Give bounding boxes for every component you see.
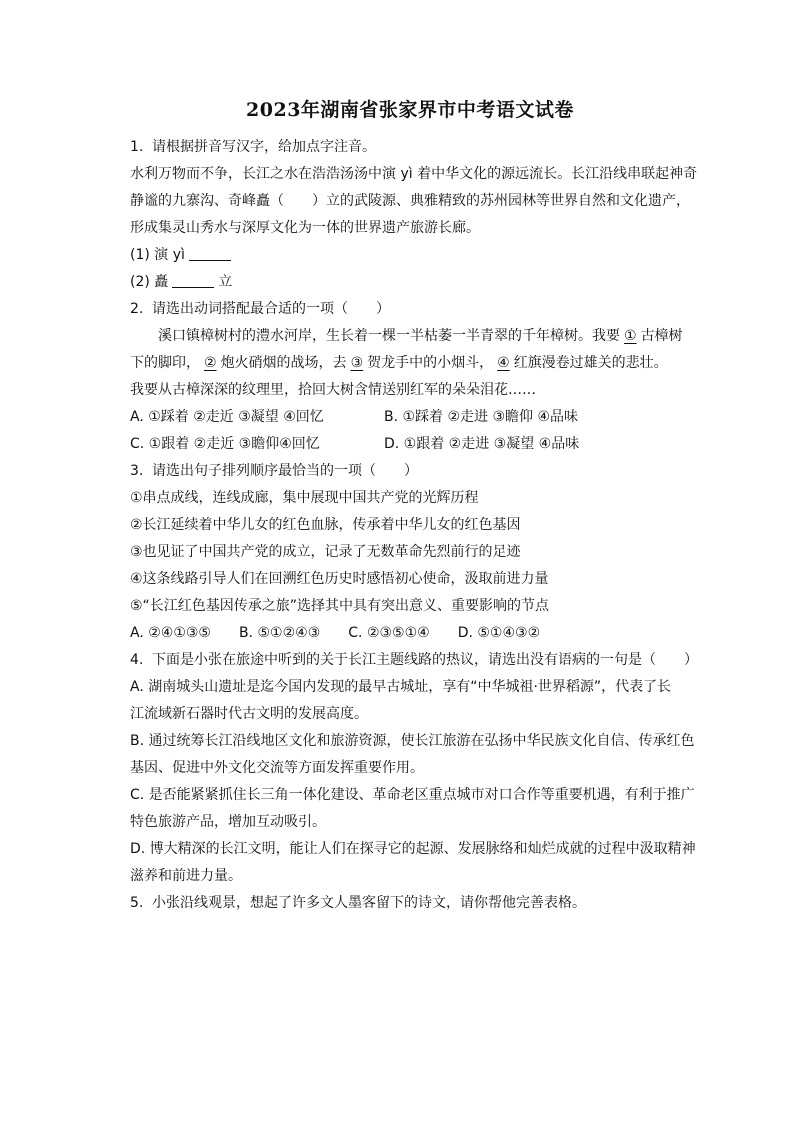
blank-marker-2: ② <box>204 355 217 371</box>
question-number: 5. <box>130 895 144 911</box>
option-a[interactable]: A. 湖南城头山遗址是迄今国内发现的最早古城址，享有“中华城祖·世界稻源”，代表了长 <box>130 679 672 695</box>
option-c[interactable]: C. 是否能紧紧抓住长三角一体化建设、革命老区重点城市对口合作等重要机遇，有利于推广 <box>130 787 695 803</box>
option-b[interactable]: B. 通过统筹长江沿线地区文化和旅游资源，使长江旅游在弘扬中华民族文化自信、传承红色 <box>130 733 695 749</box>
fill-blank-1 <box>130 242 690 269</box>
sentence-item: ①串点成线，连线成廊，集中展现中国共产党的光辉历程 <box>130 490 479 506</box>
option-a[interactable]: A. ②④①③⑤ <box>130 625 211 641</box>
option-b[interactable]: B. ⑤①②④③ <box>239 625 321 641</box>
passage-text: 下的脚印， <box>130 355 200 371</box>
option-d-continued: 滋养和前进力量。 <box>130 868 242 884</box>
passage-line <box>130 323 690 350</box>
question-stem <box>130 296 690 323</box>
passage-line: 水利万物而不争，长江之水在浩浩汤汤中演 yì 着中华文化的源远流长。长江沿线串联起神奇 <box>130 166 698 182</box>
option-c[interactable]: C. ①跟着 ②走近 ③瞻仰④回忆 <box>130 436 320 452</box>
sentence-item: ⑤“长江红色基因传承之旅”选择其中具有突出意义、重要影响的节点 <box>130 598 550 614</box>
question-1 <box>130 134 698 296</box>
answer-blank[interactable] <box>189 246 231 261</box>
option-b[interactable]: B. ①踩着 ②走进 ③瞻仰 ④品味 <box>384 409 579 425</box>
blank-marker-3: ③ <box>350 355 364 371</box>
question-text: 下面是小张在旅途中听到的关于长江主题线路的热议，请选出没有语病的一句是（ ） <box>152 652 698 668</box>
answer-blank[interactable] <box>172 273 214 288</box>
question-number: 3. <box>130 463 144 479</box>
blank-label: (1) 演 yì <box>130 247 185 263</box>
sentence-item: ④这条线路引导人们在回溯红色历史时感悟初心使命，汲取前进力量 <box>130 571 549 587</box>
options-row <box>130 431 690 458</box>
question-2 <box>130 296 690 458</box>
blank-marker-1: ① <box>624 328 637 344</box>
question-number: 1. <box>130 139 144 155</box>
option-c[interactable]: C. ②③⑤①④ <box>348 625 430 641</box>
passage-line: 形成集灵山秀水与深厚文化为一体的世界遗产旅游长廊。 <box>130 220 480 236</box>
question-text: 请选出句子排列顺序最恰当的一项（ ） <box>152 463 418 479</box>
fill-blank-2 <box>130 269 690 296</box>
option-a[interactable]: A. ①踩着 ②走近 ③凝望 ④回忆 <box>130 409 324 425</box>
blank-suffix: 立 <box>218 274 233 290</box>
option-c-continued: 特色旅游产品，增加互动吸引。 <box>130 814 326 830</box>
question-stem <box>130 134 690 161</box>
passage-text: 溪口镇樟树村的澧水河岸，生长着一棵一半枯萎一半青翠的千年樟树。我要 <box>158 328 620 344</box>
question-5 <box>130 890 690 917</box>
sentence-item: ②长江延续着中华儿女的红色血脉，传承着中华儿女的红色基因 <box>130 517 521 533</box>
blank-marker-4: ④ <box>497 355 510 371</box>
passage-text: 红旗漫卷过雄关的悲壮。 <box>513 355 668 371</box>
question-text: 小张沿线观景，想起了许多文人墨客留下的诗文，请你帮他完善表格。 <box>152 895 586 911</box>
passage-text: 贺龙手中的小烟斗， <box>367 355 494 371</box>
options-row <box>130 404 690 431</box>
option-a-continued: 江流域新石器时代古文明的发展高度。 <box>130 706 368 722</box>
passage-text: 古樟树 <box>640 328 683 344</box>
sentence-item: ③也见证了中国共产党的成立，记录了无数革命先烈前行的足迹 <box>130 544 521 560</box>
question-stem <box>130 890 690 917</box>
question-text: 请选出动词搭配最合适的一项（ ） <box>152 301 390 317</box>
question-text: 请根据拼音写汉字，给加点字注音。 <box>152 139 376 155</box>
question-number: 2. <box>130 301 144 317</box>
passage-line: 静谧的九寨沟、奇峰矗（ ）立的武陵源、典雅精致的苏州园林等世界自然和文化遗产， <box>130 193 690 209</box>
options-row <box>130 620 690 647</box>
blank-label: (2) 矗 <box>130 274 169 290</box>
option-d[interactable]: D. ⑤①④③② <box>457 625 541 641</box>
passage-line <box>130 350 690 377</box>
option-d[interactable]: D. 博大精深的长江文明，能让人们在探寻它的起源、发展脉络和灿烂成就的过程中汲取精神 <box>130 841 696 857</box>
question-3 <box>130 458 690 647</box>
question-stem <box>130 647 698 674</box>
question-stem <box>130 458 690 485</box>
option-d[interactable]: D. ①跟着 ②走进 ③凝望 ④品味 <box>384 436 580 452</box>
passage-text: 炮火硝烟的战场，去 <box>220 355 347 371</box>
question-4 <box>130 647 698 890</box>
page-title: 2023年湖南省张家界市中考语文试卷 <box>246 99 574 121</box>
passage-line: 我要从古樟深深的纹理里，拾回大树含情送别红军的朵朵泪花…… <box>130 382 536 398</box>
option-b-continued: 基因、促进中外文化交流等方面发挥重要作用。 <box>130 760 424 776</box>
question-number: 4. <box>130 652 144 668</box>
